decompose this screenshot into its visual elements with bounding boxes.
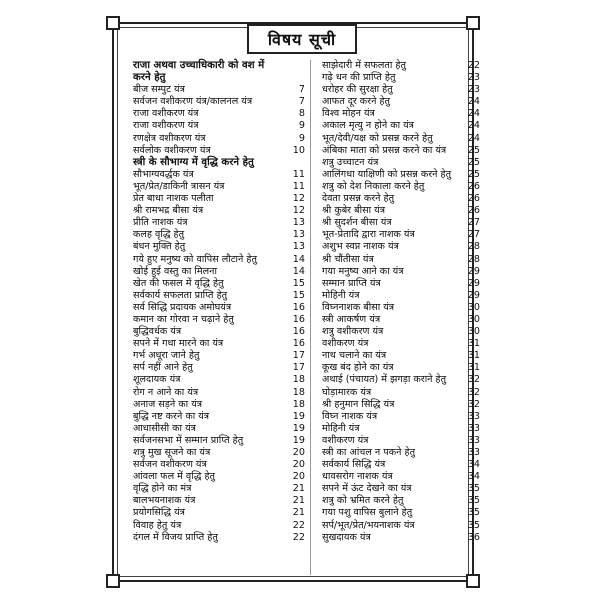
toc-entry — [133, 483, 305, 495]
toc-entry-title: शूलदायक यंत्र — [133, 374, 181, 386]
toc-entry-page-number: 27 — [467, 217, 480, 229]
toc-entry-title: श्री चौंतीसा यंत्र — [322, 253, 374, 265]
toc-entry — [322, 168, 480, 181]
toc-entry — [133, 133, 305, 145]
toc-entry-title: शत्रु वशीकरण यंत्र — [322, 326, 384, 338]
toc-entry-title: करने हेतु — [133, 72, 166, 84]
toc-entry-page-number: 23 — [467, 84, 480, 96]
toc-entry — [322, 253, 480, 266]
toc-entry-page-number: 19 — [292, 434, 305, 446]
toc-entry — [322, 193, 480, 205]
toc-entry-title: सर्व सिद्धि प्रदायक अमोघयंत्र — [133, 301, 232, 313]
toc-entry-title: श्री हनुमान सिद्धि यंत्र — [322, 398, 395, 410]
toc-entry-page-number: 31 — [467, 350, 480, 362]
toc-entry — [133, 399, 305, 411]
toc-entry — [322, 180, 480, 193]
toc-entry-title: राजा वशीकरण यंत्र — [133, 108, 199, 120]
toc-entry-page-number: 9 — [298, 132, 305, 144]
toc-entry-page-number: 32 — [467, 398, 480, 410]
toc-entry-title: अंबिका माता को प्रसन्न करने का यंत्र — [322, 144, 447, 156]
toc-entry — [322, 519, 480, 532]
toc-entry — [322, 495, 480, 507]
toc-entry-page-number: 13 — [292, 217, 305, 229]
toc-entry-page-number: 25 — [467, 168, 480, 180]
toc-entry-page-number: 30 — [467, 326, 480, 338]
toc-entry-page-number: 9 — [298, 120, 305, 132]
toc-right-column — [322, 60, 480, 544]
toc-entry-page-number: 13 — [292, 241, 305, 253]
toc-entry-page-number: 23 — [467, 72, 480, 84]
toc-entry-page-number: 26 — [467, 205, 480, 217]
toc-entry — [133, 217, 305, 229]
toc-entry-title: सपने में गधा मारने का यंत्र — [133, 338, 224, 350]
toc-entry-title: श्री कुबेर बीसा यंत्र — [322, 205, 385, 217]
toc-entry-page-number: 22 — [292, 519, 305, 531]
toc-entry — [133, 350, 305, 362]
toc-entry-page-number: 30 — [467, 313, 480, 325]
toc-entry — [133, 60, 305, 72]
toc-entry-page-number: 18 — [292, 386, 305, 398]
toc-entry — [322, 96, 480, 108]
corner-ornament-top-right — [466, 16, 480, 30]
toc-entry — [322, 313, 480, 326]
toc-entry-page-number: 29 — [467, 289, 480, 301]
toc-entry — [322, 217, 480, 229]
toc-entry-page-number: 8 — [298, 108, 305, 120]
toc-entry-title: सौभाग्यवर्द्धक यंत्र — [133, 168, 194, 180]
toc-entry — [322, 205, 480, 217]
toc-entry-page-number: 28 — [467, 241, 480, 253]
toc-entry-title: गया पशु वापिस बुलाने हेतु — [322, 507, 413, 519]
toc-entry-page-number: 17 — [292, 362, 305, 374]
toc-entry-title: साझेदारी में सफलता हेतु — [322, 60, 406, 71]
toc-entry-page-number: 24 — [467, 120, 480, 132]
toc-entry-page-number: 21 — [292, 483, 305, 495]
toc-entry — [322, 483, 480, 495]
toc-entry-title: देवता प्रसन्न करने हेतु — [322, 193, 395, 205]
toc-entry-page-number: 16 — [292, 326, 305, 338]
toc-entry-title: भूत/प्रेत/डाकिनी त्रासन यंत्र — [133, 180, 225, 192]
toc-entry-title: शत्रु उच्चाटन यंत्र — [322, 156, 379, 168]
toc-entry-title: सर्वलोक वशीकरण यंत्र — [133, 144, 211, 156]
toc-entry-title: सर्वकार्य सफलता प्राप्ति हेतु — [133, 289, 228, 301]
toc-entry-title: स्त्री आकर्षण यंत्र — [322, 313, 381, 325]
toc-entry-title: बीज सम्पुट यंत्र — [133, 84, 185, 96]
toc-entry — [322, 241, 480, 253]
toc-entry-title: राजा वशीकरण यंत्र — [133, 120, 199, 132]
toc-entry-page-number: 19 — [292, 422, 305, 434]
toc-entry-page-number: 11 — [292, 180, 305, 192]
toc-entry — [322, 507, 480, 519]
toc-entry-title: कमान का गोरवा न चढ़ाने हेतु — [133, 313, 234, 325]
toc-entry — [133, 435, 305, 447]
toc-entry-title: सपने में ऊंट देखने का यंत्र — [322, 483, 412, 495]
toc-entry — [133, 387, 305, 399]
toc-entry-page-number: 34 — [467, 459, 480, 471]
toc-entry-page-number: 24 — [467, 132, 480, 144]
toc-entry-page-number: 20 — [292, 471, 305, 483]
toc-entry — [322, 326, 480, 338]
toc-entry — [322, 422, 480, 435]
toc-entry-page-number: 35 — [467, 495, 480, 507]
toc-entry-page-number: 14 — [292, 265, 305, 277]
toc-entry-page-number: 24 — [467, 96, 480, 108]
toc-entry-title: गर्भ अधूरा जाने हेतु — [133, 350, 200, 362]
toc-entry — [322, 289, 480, 302]
toc-entry-page-number: 18 — [292, 398, 305, 410]
toc-entry — [322, 60, 480, 72]
toc-entry — [133, 520, 305, 532]
toc-entry-title: गढ़े धन की प्राप्ति हेतु — [322, 72, 396, 84]
toc-entry-page-number: 11 — [292, 168, 305, 180]
toc-entry-title: शत्रु को भ्रमित करने हेतु — [322, 495, 404, 507]
toc-entry-title: शत्रु मुख सूजने का यंत्र — [133, 447, 211, 458]
toc-entry — [133, 145, 305, 157]
toc-entry-page-number: 26 — [467, 180, 480, 192]
toc-entry-page-number: 32 — [467, 374, 480, 386]
toc-entry — [322, 338, 480, 350]
toc-entry — [133, 96, 305, 108]
toc-entry-title: दंगल में विजय प्राप्ति हेतु — [133, 531, 218, 543]
toc-entry — [133, 169, 305, 181]
toc-entry-page-number: 19 — [292, 410, 305, 422]
toc-entry-title: रणक्षेत्र वशीकरण यंत्र — [133, 132, 206, 144]
toc-entry — [133, 423, 305, 435]
toc-entry-title: भूत-प्रेतादि द्वारा नाशक यंत्र — [322, 229, 415, 241]
toc-entry-page-number: 33 — [467, 422, 480, 434]
toc-entry-title: प्रीति नाशक यंत्र — [133, 217, 188, 229]
toc-entry — [322, 229, 480, 241]
toc-entry-page-number: 13 — [292, 229, 305, 241]
toc-entry-page-number: 17 — [292, 350, 305, 362]
toc-entry-page-number: 7 — [298, 84, 305, 96]
toc-entry-title: रोग न आने का यंत्र — [133, 386, 199, 398]
toc-entry-title: आफत दूर करने हेतु — [322, 96, 391, 108]
toc-entry-title: बालभयनाशक यंत्र — [133, 495, 196, 507]
toc-entry — [322, 410, 480, 423]
toc-entry-page-number: 20 — [292, 447, 305, 458]
toc-entry — [133, 266, 305, 278]
toc-entry-title: गया मनुष्य आने का यंत्र — [322, 265, 404, 277]
toc-entry — [133, 532, 305, 544]
column-divider — [310, 60, 311, 575]
toc-entry-page-number: 28 — [467, 253, 480, 265]
corner-ornament-top-left — [106, 16, 120, 30]
toc-entry — [133, 362, 305, 374]
toc-entry-page-number: 33 — [467, 434, 480, 446]
toc-entry — [322, 277, 480, 290]
toc-entry-title: धावसरोग नाशक यंत्र — [322, 471, 393, 483]
toc-entry-title: शत्रु को देश निकाला करने हेतु — [322, 180, 425, 192]
toc-entry-title: श्री रामभद्र बीसा यंत्र — [133, 205, 204, 217]
toc-entry — [133, 459, 305, 471]
toc-entry-title: राजा अथवा उच्चाधिकारी को वश में — [133, 60, 265, 71]
toc-entry-title: आंवला फल में वृद्धि हेतु — [133, 471, 216, 483]
toc-entry-title: अकाल मृत्यु न होने का यंत्र — [322, 120, 414, 132]
toc-entry-page-number: 16 — [292, 301, 305, 313]
toc-entry — [322, 374, 480, 386]
toc-entry-page-number: 27 — [467, 229, 480, 241]
toc-entry-page-number: 33 — [467, 410, 480, 422]
toc-entry-title: वशीकरण यंत्र — [322, 338, 369, 350]
toc-entry — [133, 157, 305, 169]
page-title: विषय सूची — [247, 24, 357, 54]
toc-entry — [322, 434, 480, 447]
toc-entry-page-number: 18 — [292, 374, 305, 386]
toc-entry-title: भूत/देवी/यक्ष को प्रसन्न करने हेतु — [322, 132, 433, 144]
toc-entry — [322, 386, 480, 399]
toc-entry-title: विघ्ननाशक बीसा यंत्र — [322, 301, 395, 313]
toc-entry — [133, 205, 305, 217]
toc-entry-page-number: 30 — [467, 301, 480, 313]
toc-entry-page-number: 10 — [292, 144, 305, 156]
toc-entry-page-number: 7 — [298, 96, 305, 108]
toc-entry-title: श्री सुदर्शन बीसा यंत्र — [322, 217, 392, 229]
toc-entry-page-number: 32 — [467, 386, 480, 398]
toc-entry — [322, 531, 480, 544]
toc-entry — [133, 326, 305, 338]
toc-entry-title: सुखदायक यंत्र — [322, 531, 371, 543]
toc-entry-page-number: 31 — [467, 338, 480, 350]
toc-entry-title: बंधन मुक्ति हेतु — [133, 241, 186, 253]
toc-entry — [322, 265, 480, 278]
toc-entry-page-number: 26 — [467, 193, 480, 205]
toc-entry-page-number: 20 — [292, 459, 305, 471]
toc-entry — [133, 120, 305, 132]
toc-entry-page-number: 24 — [467, 108, 480, 120]
toc-entry — [322, 350, 480, 362]
toc-entry-title: विवाह हेतु यंत्र — [133, 519, 182, 531]
toc-entry — [133, 108, 305, 120]
toc-entry-page-number: 35 — [467, 483, 480, 495]
toc-entry-title: सम्मान प्राप्ति यंत्र — [322, 277, 381, 289]
toc-entry-page-number: 22 — [292, 531, 305, 543]
toc-entry-page-number: 33 — [467, 447, 480, 458]
toc-entry-title: अशुभ स्वप्न नाशक यंत्र — [322, 241, 399, 253]
toc-entry — [133, 338, 305, 350]
toc-entry-page-number: 21 — [292, 507, 305, 519]
toc-entry — [322, 301, 480, 314]
toc-entry-page-number: 12 — [292, 193, 305, 205]
toc-entry — [322, 132, 480, 145]
toc-entry — [133, 447, 305, 459]
toc-entry-title: वृद्धि होने का मंत्र — [133, 483, 192, 495]
toc-entry-title: खेत की फसल में वृद्धि हेतु — [133, 277, 224, 289]
toc-entry — [133, 411, 305, 423]
toc-entry-page-number: 35 — [467, 507, 480, 519]
toc-entry-title: सर्प/भूत/प्रेत/भयनाशक यंत्र — [322, 519, 415, 531]
toc-entry-page-number: 14 — [292, 253, 305, 265]
toc-entry-page-number: 16 — [292, 313, 305, 325]
toc-entry-page-number: 29 — [467, 265, 480, 277]
corner-ornament-bottom-right — [466, 574, 480, 588]
toc-entry-page-number: 15 — [292, 289, 305, 301]
toc-entry-title: खोई हुई वस्तु का मिलना — [133, 265, 217, 277]
toc-entry — [133, 495, 305, 507]
toc-entry — [133, 314, 305, 326]
toc-entry — [322, 144, 480, 157]
toc-entry-title: आधासीसी का यंत्र — [133, 422, 196, 434]
toc-entry-title: स्त्री के सौभाग्य में वृद्धि करने हेतु — [133, 156, 254, 168]
toc-entry-page-number: 25 — [467, 156, 480, 168]
toc-entry-page-number: 36 — [467, 531, 480, 543]
toc-entry-title: सर्वकार्य सिद्धि यंत्र — [322, 459, 386, 471]
toc-entry — [322, 459, 480, 471]
toc-entry-title: बुद्धि नष्ट करने का यंत्र — [133, 410, 210, 422]
toc-entry-page-number: 15 — [292, 277, 305, 289]
toc-entry — [133, 241, 305, 253]
toc-entry — [322, 72, 480, 84]
toc-entry-title: गये हुए मनुष्य को वापिस लौटाने हेतु — [133, 253, 257, 265]
toc-entry-title: स्त्री का आंचल न पकने हेतु — [322, 447, 416, 458]
toc-entry — [133, 302, 305, 314]
toc-entry — [133, 72, 305, 84]
toc-entry — [133, 254, 305, 266]
toc-entry — [133, 507, 305, 519]
toc-entry-page-number: 29 — [467, 277, 480, 289]
toc-entry-title: मोहिनी यंत्र — [322, 289, 360, 301]
toc-entry-page-number: 16 — [292, 338, 305, 350]
toc-entry — [322, 398, 480, 411]
toc-entry-page-number: 21 — [292, 495, 305, 507]
toc-entry-title: मोहिनी यंत्र — [322, 422, 360, 434]
toc-entry — [322, 471, 480, 483]
toc-entry — [322, 84, 480, 96]
toc-entry — [133, 374, 305, 386]
toc-entry-page-number: 31 — [467, 362, 480, 374]
toc-entry-title: सर्वजन वशीकरण यंत्र/कालनल यंत्र — [133, 96, 253, 108]
toc-entry — [133, 193, 305, 205]
toc-entry-title: आलिंगधा याक्षिणी को प्रसन्न करने हेतु — [322, 168, 452, 180]
toc-entry-title: बुद्धिवर्धक यंत्र — [133, 326, 182, 338]
toc-entry-title: वशीकरण यंत्र — [322, 434, 369, 446]
toc-entry-title: धरोहर की सुरक्षा हेतु — [322, 84, 393, 96]
toc-entry — [133, 471, 305, 483]
toc-entry-title: नाथ चलाने का यंत्र — [322, 350, 387, 362]
toc-entry — [322, 362, 480, 374]
toc-entry-title: सर्वजन वशीकरण यंत्र — [133, 459, 207, 471]
toc-entry-title: विघ्न नाशक यंत्र — [322, 410, 378, 422]
toc-entry-title: कूख बंद होने का यंत्र — [322, 362, 394, 374]
toc-entry-title: अथाई (पंचायत) में झगड़ा कराने हेतु — [322, 374, 447, 386]
toc-entry — [133, 229, 305, 241]
toc-entry-page-number: 25 — [467, 144, 480, 156]
toc-entry-title: प्रयोगसिद्धि यंत्र — [133, 507, 185, 519]
toc-entry-title: कलह वृद्धि हेतु — [133, 229, 185, 241]
toc-entry — [133, 84, 305, 96]
toc-entry-page-number: 12 — [292, 205, 305, 217]
toc-left-column — [133, 60, 305, 544]
toc-entry — [322, 447, 480, 459]
toc-entry-title: सर्प नहीं आने हेतु — [133, 362, 193, 374]
toc-entry — [322, 108, 480, 120]
corner-ornament-bottom-left — [106, 574, 120, 588]
toc-entry-page-number: 34 — [467, 471, 480, 483]
toc-entry-title: घोड़ामारक यंत्र — [322, 386, 372, 398]
toc-entry-page-number: 35 — [467, 519, 480, 531]
toc-entry — [133, 181, 305, 193]
toc-entry-title: प्रेत बाधा नाशक पलीता — [133, 193, 214, 205]
toc-entry — [322, 120, 480, 132]
toc-entry-title: सर्वजनसभा में सम्मान प्राप्ति हेतु — [133, 434, 244, 446]
toc-entry — [133, 290, 305, 302]
toc-entry-title: अनाज सड़ने का यंत्र — [133, 398, 203, 410]
toc-entry-title: विश्व मोहन यंत्र — [322, 108, 375, 120]
toc-entry — [133, 278, 305, 290]
toc-entry-page-number: 22 — [467, 60, 480, 71]
toc-entry — [322, 156, 480, 169]
